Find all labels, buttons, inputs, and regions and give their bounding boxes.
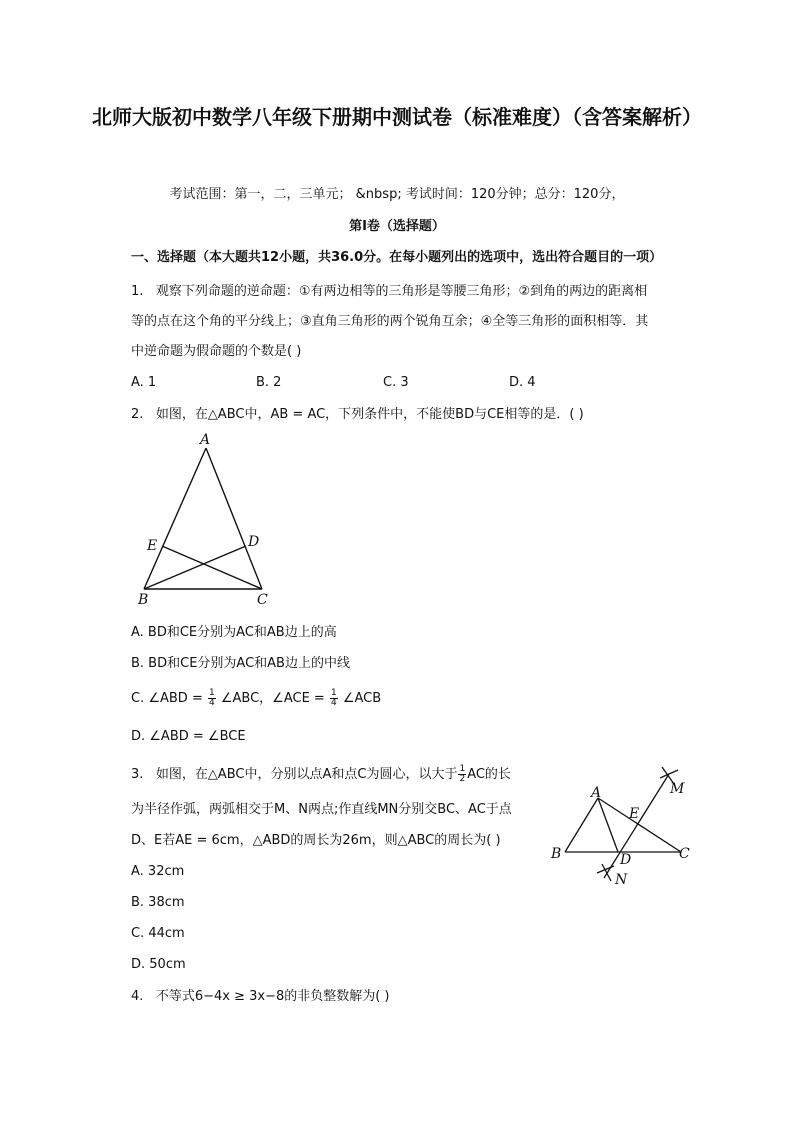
line-mn — [604, 774, 669, 878]
segment-ad — [598, 798, 618, 852]
label-c: C — [257, 592, 268, 608]
document-title: 北师大版初中数学八年级下册期中测试卷（标准难度）（含答案解析） — [92, 105, 702, 129]
question-number: 3. — [131, 767, 144, 782]
label-b: B — [551, 846, 562, 862]
question-text: 观察下列命题的逆命题：①有两边相等的三角形是等腰三角形；②到角的两边的距离相 — [155, 284, 648, 299]
option-c: C. 3 — [383, 375, 409, 390]
question-number: 2. — [131, 407, 144, 422]
question-text: AC的长 — [467, 767, 511, 782]
question-text: D、E若AE = 6cm，△ABD的周长为26m，则△ABC的周长为( ) — [131, 833, 501, 848]
option-b: B. BD和CE分别为AC和AB边上的中线 — [131, 656, 350, 671]
segment-ac — [598, 798, 681, 852]
section-header: 一、选择题（本大题共12小题，共36.0分。在每小题列出的选项中，选出符合题目的一项） — [131, 250, 663, 265]
label-m: M — [670, 781, 685, 797]
arc-mark — [602, 864, 611, 881]
option-d: D. 4 — [509, 375, 536, 390]
fraction: $\frac{1}{4}$ — [330, 688, 337, 708]
question-number: 4. — [131, 989, 144, 1004]
label-e: E — [629, 806, 640, 822]
option-a: A. BD和CE分别为AC和AB边上的高 — [131, 625, 337, 640]
question-text: 如图，在△ABC中，分别以点A和点C为圆心，以大于 — [155, 767, 458, 782]
label-e: E — [147, 538, 158, 554]
label-a: A — [591, 785, 602, 801]
label-a: A — [200, 432, 211, 448]
question-4 — [131, 988, 390, 1006]
option-a: A. 32cm — [131, 864, 185, 879]
option-b: B. 38cm — [131, 895, 185, 910]
option-d: D. 50cm — [131, 957, 186, 972]
option-a: A. 1 — [131, 375, 157, 390]
label-d: D — [248, 534, 260, 550]
label-c: C — [679, 846, 690, 862]
question-text: 为半径作弧，两弧相交于M、N两点;作直线MN分别交BC、AC于点 — [131, 802, 512, 817]
volume-title: 第I卷（选择题） — [349, 219, 445, 234]
option-c: C. 44cm — [131, 926, 185, 941]
label-d: D — [620, 852, 632, 868]
option-c-mid: ∠ABC，∠ACE = — [220, 691, 325, 706]
option-d: D. ∠ABD = ∠BCE — [131, 729, 246, 744]
option-c-prefix: C. ∠ABD = — [131, 691, 203, 706]
option-c-suffix: ∠ACB — [342, 691, 382, 706]
fraction: $\frac{1}{4}$ — [208, 688, 215, 708]
fraction: $\frac{1}{2}$ — [459, 764, 466, 784]
question-text: 如图，在△ABC中，AB = AC，下列条件中，不能使BD与CE相等的是．( ) — [155, 407, 584, 422]
question-text: 中逆命题为假命题的个数是( ) — [131, 344, 302, 359]
question-text: 等的点在这个角的平分线上；③直角三角形的两个锐角互余；④全等三角形的面积相等．其 — [131, 314, 649, 329]
label-n: N — [615, 872, 628, 888]
question-number: 1. — [131, 284, 144, 299]
exam-info: 考试范围：第一，二，三单元； &nbsp; 考试时间：120分钟；总分：120分， — [169, 187, 625, 202]
question-text: 不等式6−4x ≥ 3x−8的非负整数解为( ) — [155, 989, 390, 1004]
label-b: B — [138, 592, 149, 608]
option-b: B. 2 — [256, 375, 282, 390]
segment-ab — [565, 798, 598, 852]
